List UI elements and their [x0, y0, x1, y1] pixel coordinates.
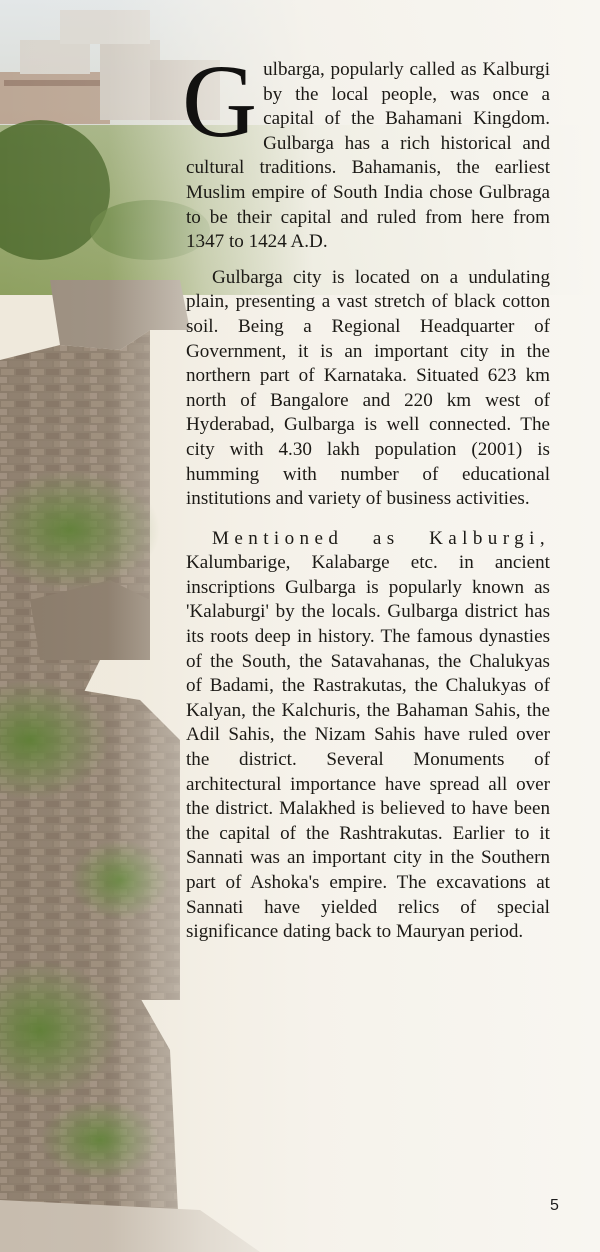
drop-cap: G — [182, 44, 258, 159]
paragraph-location: Gulbarga city is located on a undulating plain, presenting a vast stretch of black cotton soil. Being a Regional Headquarter of Government, it is an important city in the northern part of Karnataka. Situated 623 km north of Bangalore and 220 km west of Hyderabad, Gulbarga is well connected. The city with 4.30 lakh population (2001) is humming with number of educational institutions and variety of business activities. — [186, 266, 550, 510]
paragraph-intro — [182, 44, 550, 255]
page-number: 5 — [550, 1197, 559, 1214]
paragraph-intro-text: ulbarga, popularly called as Kalburgi by the local people, was once a capital of the Bahamani Kingdom. Gulbarga has a rich historical and cultural traditions. Bahamanis, the earliest Muslim empire of South India chose Gulbraga to be their capital and ruled from here from 1347 to 1424 A.D. — [186, 59, 550, 253]
paragraph-history — [186, 527, 550, 945]
article-body — [182, 44, 550, 953]
paragraph-history-lead: Mentioned as Kalburgi, — [212, 527, 550, 549]
paragraph-history-text: Kalumbarige, Kalabarge etc. in ancient inscriptions Gulbarga is popularly known as 'Kalaburgi' by the locals. Gulbarga district has its roots deep in history. The famous dynasties of the South, the Satavahanas, the Chalukyas of Badami, the Rastrakutas, the Chalukyas of Kalyan, the Kalchuris, the Bahaman Sahis, the Adil Sahis, the Nizam Sahis have ruled over the district. Several Monuments of architectural importance have spread all over the district. Malakhed is believed to have been the capital of the Rashtrakutas. Earlier to it Sannati was an important city in the Southern part of Ashoka's empire. The excavations at Sannati have yielded relics of special significance dating back to Mauryan period. — [186, 552, 550, 943]
